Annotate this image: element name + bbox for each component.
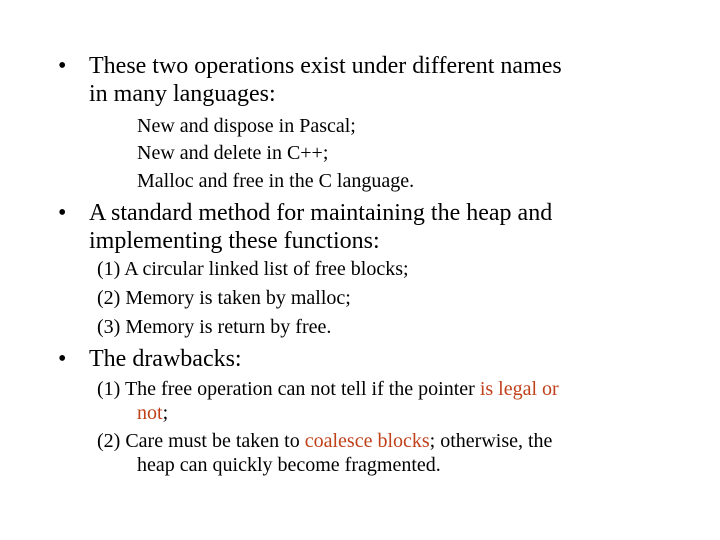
bullet-3-item-1-highlight-cont: not xyxy=(137,402,163,424)
bullet-1-item-1: New and dispose in Pascal; xyxy=(137,115,356,137)
bullet-2-line-1: A standard method for maintaining the heap and xyxy=(89,200,553,226)
bullet-3-item-2-line-1 xyxy=(97,429,552,453)
bullet-3-line-1: The drawbacks: xyxy=(89,346,242,372)
bullet-1-line-2: in many languages: xyxy=(89,81,276,107)
bullet-3-item-1-line-2 xyxy=(137,401,168,425)
bullet-2-item-3: (3) Memory is return by free. xyxy=(97,316,332,338)
bullet-3-item-2-text: (2) Care must be taken to xyxy=(97,430,305,452)
bullet-1-item-2: New and delete in C++; xyxy=(137,142,329,164)
bullet-dot: • xyxy=(58,346,67,372)
bullet-2-item-1: (1) A circular linked list of free blocks; xyxy=(97,258,409,280)
bullet-dot: • xyxy=(58,200,67,226)
bullet-3-item-2-highlight: coalesce blocks xyxy=(304,430,430,452)
bullet-1-line-1: These two operations exist under different names xyxy=(89,53,562,79)
bullet-3-item-1-line-1 xyxy=(97,377,559,401)
bullet-1-item-3: Malloc and free in the C language. xyxy=(137,170,415,192)
bullet-2-line-2: implementing these functions: xyxy=(89,228,380,254)
bullet-3-item-2-line-2: heap can quickly become fragmented. xyxy=(137,454,441,476)
bullet-3-item-2-text-cont: ; otherwise, the xyxy=(429,430,553,452)
bullet-3-item-1-highlight: is legal or xyxy=(479,378,559,400)
bullet-3-item-1-end: ; xyxy=(162,402,169,424)
bullet-3-item-1-text: (1) The free operation can not tell if the pointer xyxy=(97,378,480,400)
bullet-dot: • xyxy=(58,53,67,79)
bullet-2-item-2: (2) Memory is taken by malloc; xyxy=(97,287,351,309)
